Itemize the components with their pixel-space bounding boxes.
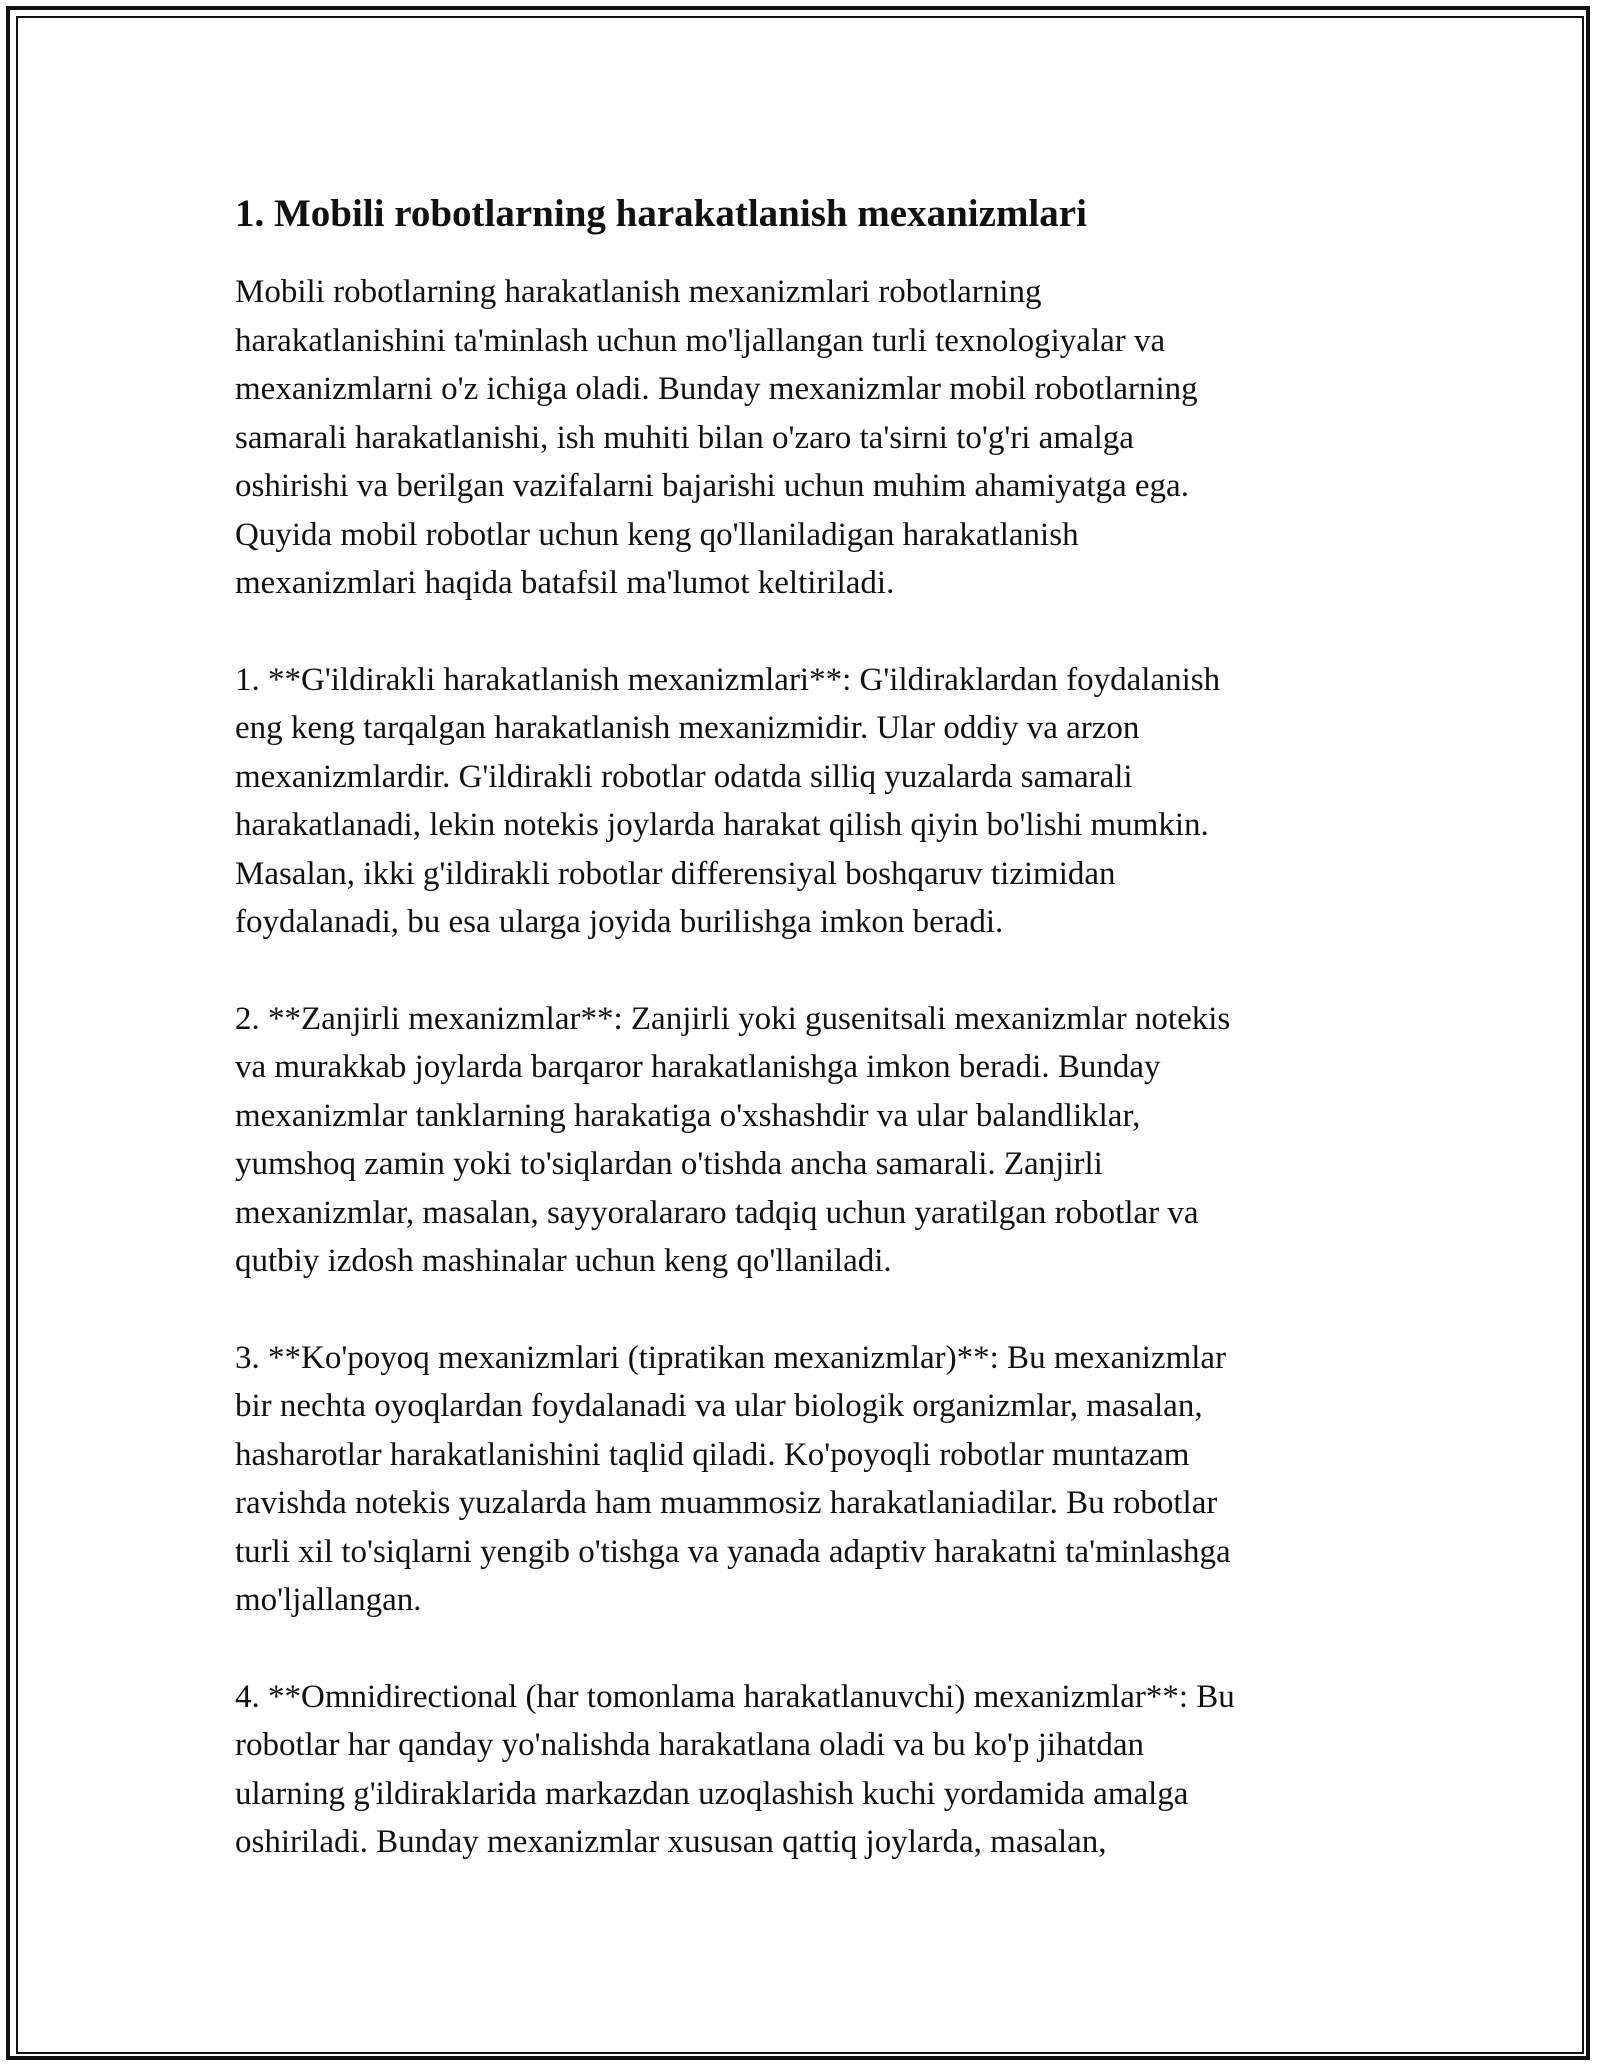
omnidirectional-mechanisms-paragraph: 4. **Omnidirectional (har tomonlama harakatlanuvchi) mexanizmlar**: Bu robotlar har qanday yo'nalishda harakatlana oladi va bu ko'p jihatdan ularning g'ildiraklarida markazdan uzoqlashish kuchi yordamida amalga oshiriladi. Bunday mexanizmlar xususan qattiq joylarda, masalan, [235, 1678, 1235, 1860]
wheeled-mechanisms-paragraph: 1. **G'ildirakli harakatlanish mexanizmlari**: G'ildiraklardan foydalanish eng keng tarqalgan harakatlanish mexanizmidir. Ular oddiy va arzon mexanizmlardir. G'ildirakli robotlar odatda silliq yuzalarda samarali harakatlanadi, lekin notekis joylarda harakat qilish qiyin bo'lishi mumkin. Masalan, ikki g'ildirakli robotlar differensiyal boshqaruv tizimidan foydalanadi, bu esa ularga joyida burilishga imkon beradi. [235, 661, 1221, 940]
document-body [235, 186, 1355, 1867]
intro-paragraph: Mobili robotlarning harakatlanish mexanizmlari robotlarning harakatlanishini ta'minlash uchun mo'ljallangan turli texnologiyalar va mexanizmlarni o'z ichiga oladi. Bunday mexanizmlar mobil robotlarning samarali harakatlanishi, ish muhiti bilan o'zaro ta'sirni to'g'ri amalga oshirishi va berilgan vazifalarni bajarishi uchun muhim ahamiyatga ega. Quyida mobil robotlar uchun keng qo'llaniladigan harakatlanish mexanizmlari haqida batafsil ma'lumot keltiriladi. [235, 274, 1198, 601]
document-title: 1. Mobili robotlarning harakatlanish mexanizmlari [235, 192, 1087, 235]
tracked-mechanisms-paragraph: 2. **Zanjirli mexanizmlar**: Zanjirli yoki gusenitsali mexanizmlar notekis va murakkab joylarda barqaror harakatlanishga imkon beradi. Bunday mexanizmlar tanklarning harakatiga o'xshashdir va ular balandliklar, yumshoq zamin yoki to'siqlardan o'tishda ancha samarali. Zanjirli mexanizmlar, masalan, sayyoralararo tadqiq uchun yaratilgan robotlar va qutbiy izdosh mashinalar uchun keng qo'llaniladi. [235, 1000, 1231, 1279]
legged-mechanisms-paragraph: 3. **Ko'poyoq mexanizmlari (tipratikan mexanizmlar)**: Bu mexanizmlar bir nechta oyoqlardan foydalanadi va ular biologik organizmlar, masalan, hasharotlar harakatlanishini taqlid qiladi. Ko'poyoqli robotlar muntazam ravishda notekis yuzalarda ham muammosiz harakatlaniadilar. Bu robotlar turli xil to'siqlarni yengib o'tishga va yanada adaptiv harakatni ta'minlashga mo'ljallangan. [235, 1339, 1231, 1618]
